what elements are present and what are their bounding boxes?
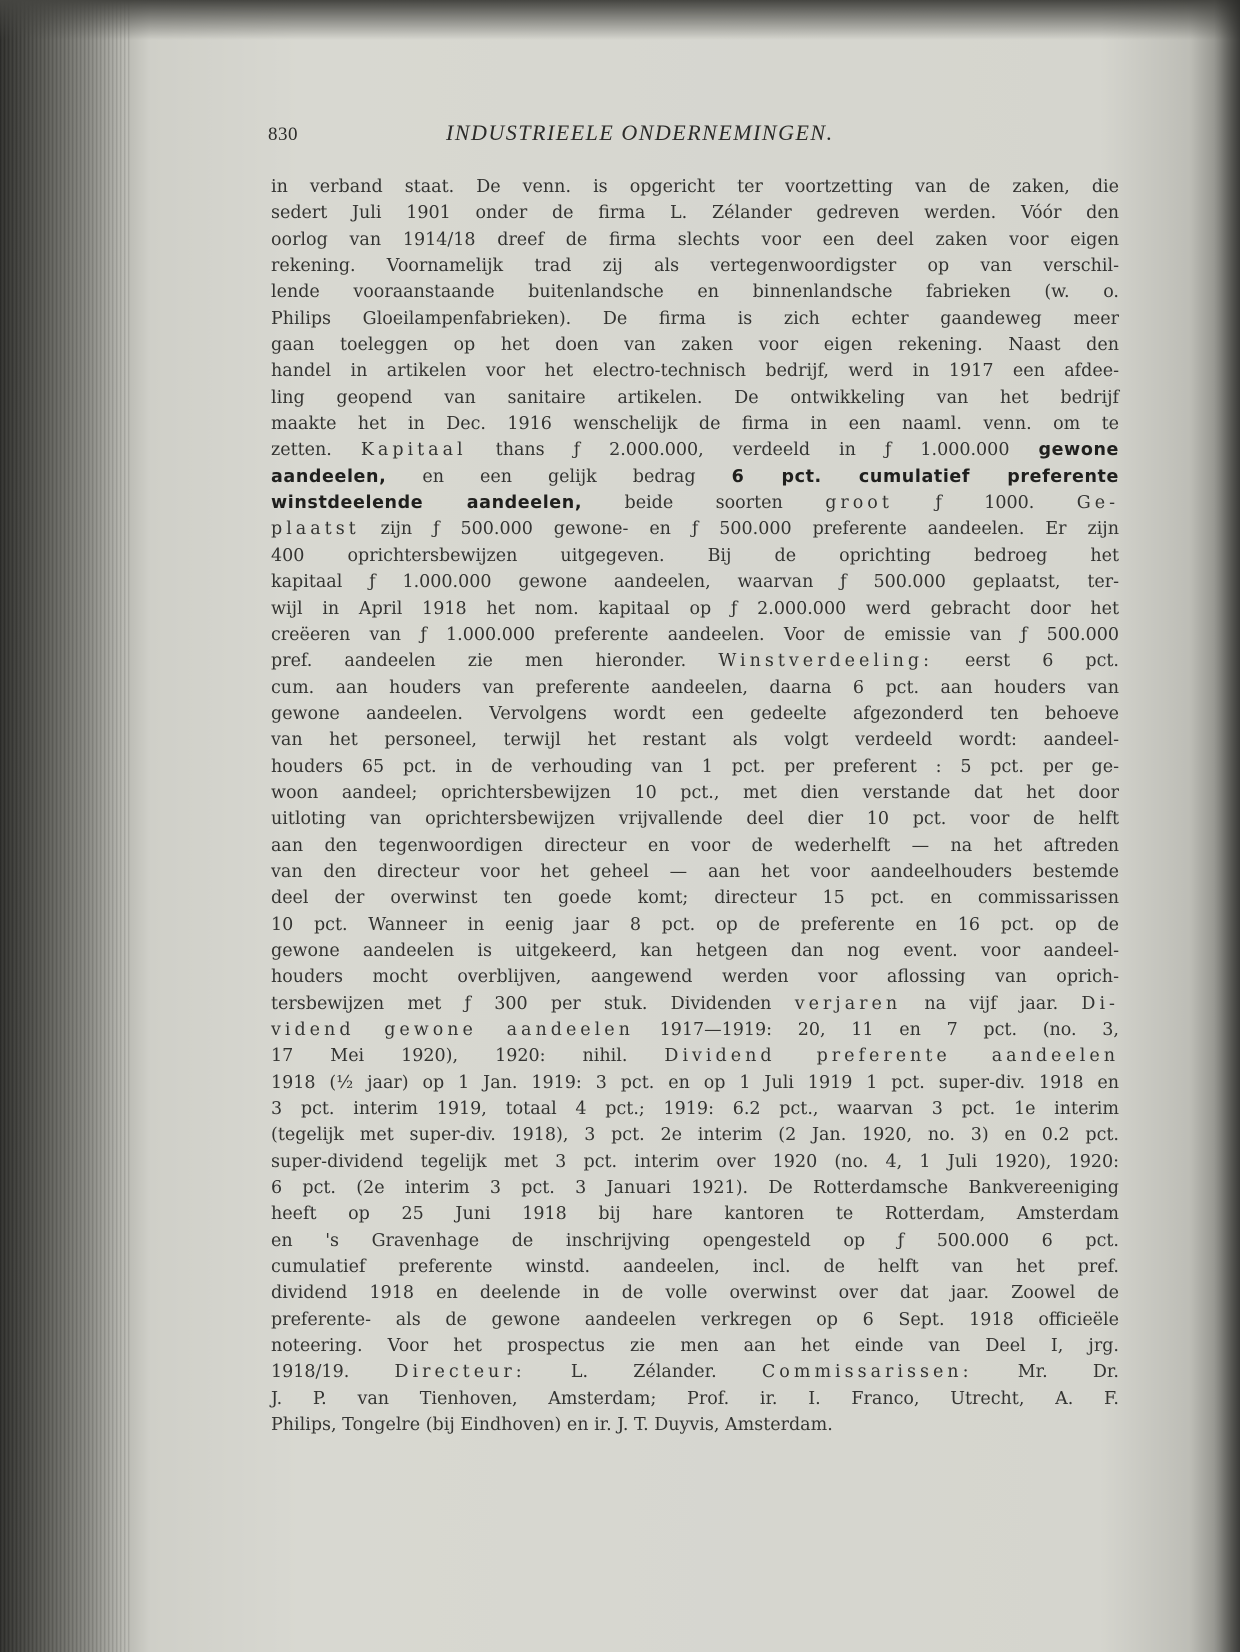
text-line: cum. aan houders van preferente aandeelen, daarna 6 pct. aan houders van [271, 677, 1119, 698]
text-line: super-dividend tegelijk met 3 pct. interim over 1920 (no. 4, 1 Juli 1920), 1920: [271, 1151, 1119, 1172]
text-line: gaan toeleggen op het doen van zaken voor eigen rekening. Naast den [271, 335, 1119, 356]
text-line-last: Philips, Tongelre (bij Eindhoven) en ir. J. T. Duyvis, Amsterdam. [271, 1415, 833, 1436]
text-line: creëeren van ƒ 1.000.000 preferente aandeelen. Voor de emissie van ƒ 500.000 [271, 624, 1119, 645]
spaced-heading-dividend-preferente: Dividend preferente aandeelen [664, 1046, 1119, 1067]
spaced-heading-commissarissen: Commissarissen: [761, 1362, 973, 1383]
text-line [271, 1359, 1119, 1385]
spaced-word-di: Di- [1081, 993, 1119, 1014]
text-line: handel in artikelen voor het electro-technisch bedrijf, werd in 1917 een afdee- [271, 361, 1119, 382]
text-segment: thans ƒ 2.000.000, verdeeld in ƒ 1.000.000 [495, 440, 1010, 461]
text-line: houders 65 pct. in de verhouding van 1 pct. per preferent : 5 pct. per ge- [271, 756, 1119, 777]
text-line: maakte het in Dec. 1916 wenschelijk de firma in een naaml. venn. om te [271, 414, 1119, 435]
bold-term-winstdeelende: winstdeelende aandeelen, [271, 493, 583, 514]
text-segment: en een gelijk bedrag [422, 466, 696, 487]
text-line [271, 1043, 1119, 1069]
spaced-word-verjaren: verjaren [794, 993, 902, 1014]
bold-term-aandeelen: aandeelen, [271, 466, 387, 487]
book-page-edges [0, 0, 130, 1652]
bold-term-gewone: gewone [1038, 440, 1119, 461]
page-header [268, 120, 1128, 150]
text-segment: pref. aandeelen zie men hieronder. [271, 651, 687, 672]
right-page-edge [1214, 0, 1240, 1652]
text-segment: eerst 6 pct. [965, 651, 1119, 672]
top-shadow [0, 0, 1240, 40]
text-line [271, 516, 1119, 542]
text-line: heeft op 25 Juni 1918 bij hare kantoren te Rotterdam, Amsterdam [271, 1204, 1119, 1225]
text-line [271, 648, 1119, 674]
text-line: lende vooraanstaande buitenlandsche en binnenlandsche fabrieken (w. o. [271, 282, 1119, 303]
text-line: cumulatief preferente winstd. aandeelen, incl. de helft van het pref. [271, 1257, 1119, 1278]
text-line: dividend 1918 en deelende in de volle overwinst over dat jaar. Zoowel de [271, 1283, 1119, 1304]
text-line [271, 1017, 1119, 1043]
spaced-heading-winstverdeeling: Winstverdeeling: [718, 651, 933, 672]
spaced-heading-geplaatst: plaatst [271, 519, 360, 540]
text-line: 6 pct. (2e interim 3 pct. 3 Januari 1921). De Rotterdamsche Bankvereeniging [271, 1178, 1119, 1199]
text-line: J. P. van Tienhoven, Amsterdam; Prof. ir. I. Franco, Utrecht, A. F. [271, 1388, 1119, 1409]
text-segment: zetten. [271, 440, 332, 461]
text-segment: 17 Mei 1920), 1920: nihil. [271, 1046, 628, 1067]
text-line [271, 490, 1119, 516]
text-line: (tegelijk met super-div. 1918), 3 pct. 2e interim (2 Jan. 1920, no. 3) en 0.2 pct. [271, 1125, 1119, 1146]
text-line: kapitaal ƒ 1.000.000 gewone aandeelen, waarvan ƒ 500.000 geplaatst, ter- [271, 572, 1119, 593]
text-segment: 1918/19. [271, 1362, 350, 1383]
spaced-heading-kapitaal: Kapitaal [360, 440, 467, 461]
spaced-word-ge: Ge- [1076, 493, 1120, 514]
text-segment: Mr. Dr. [1017, 1362, 1119, 1383]
text-line [271, 991, 1119, 1017]
text-line [271, 464, 1119, 490]
text-line: rekening. Voornamelijk trad zij als vertegenwoordigster op van verschil- [271, 256, 1119, 277]
text-line: gewone aandeelen is uitgekeerd, kan hetgeen dan nog event. voor aandeel- [271, 940, 1119, 961]
text-line: van den directeur voor het geheel — aan het voor aandeelhouders bestemde [271, 861, 1119, 882]
text-segment: beide soorten [624, 493, 783, 514]
spaced-word-groot: groot [825, 493, 893, 514]
text-line: sedert Juli 1901 onder de firma L. Zélander gedreven werden. Vóór den [271, 203, 1119, 224]
text-line: 1918 (½ jaar) op 1 Jan. 1919: 3 pct. en op 1 Juli 1919 1 pct. super-div. 1918 en [271, 1072, 1119, 1093]
text-segment: ƒ 1000. [935, 493, 1035, 514]
text-line: in verband staat. De venn. is opgericht ter voortzetting van de zaken, die [271, 177, 1119, 197]
text-line: woon aandeel; oprichtersbewijzen 10 pct., met dien verstande dat het door [271, 782, 1119, 803]
text-line: houders mocht overblijven, aangewend werden voor aflossing van oprich- [271, 967, 1119, 988]
running-title: INDUSTRIEELE ONDERNEMINGEN. [446, 120, 834, 145]
page-number: 830 [268, 124, 298, 145]
text-line: van het personeel, terwijl het restant als volgt verdeeld wordt: aandeel- [271, 730, 1119, 751]
text-line: Philips Gloeilampenfabrieken). De firma is zich echter gaandeweg meer [271, 308, 1119, 329]
article-body [271, 174, 1119, 1439]
text-segment: zijn ƒ 500.000 gewone- en ƒ 500.000 preferente aandeelen. Er zijn [380, 519, 1119, 540]
text-line-kapitaal [271, 437, 1119, 463]
text-segment: L. Zélander. [570, 1362, 717, 1383]
text-segment: na vijf jaar. [924, 993, 1059, 1014]
text-line: 400 oprichtersbewijzen uitgegeven. Bij de oprichting bedroeg het [271, 545, 1119, 566]
spaced-heading-dividend-gewone: vidend gewone aandeelen [271, 1020, 634, 1040]
text-segment: tersbewijzen met ƒ 300 per stuk. Dividenden [271, 993, 772, 1014]
spaced-heading-directeur: Directeur: [394, 1362, 526, 1383]
text-line: gewone aandeelen. Vervolgens wordt een gedeelte afgezonderd ten behoeve [271, 703, 1119, 724]
text-line: en 's Gravenhage de inschrijving opengesteld op ƒ 500.000 6 pct. [271, 1230, 1119, 1251]
text-line: wijl in April 1918 het nom. kapitaal op ƒ 2.000.000 werd gebracht door het [271, 598, 1119, 619]
text-line: oorlog van 1914/18 dreef de firma slechts voor een deel zaken voor eigen [271, 229, 1119, 250]
text-line: aan den tegenwoordigen directeur en voor de wederhelft — na het aftreden [271, 835, 1119, 856]
bold-term-preferente: 6 pct. cumulatief preferente [731, 466, 1119, 487]
text-line: ling geopend van sanitaire artikelen. De ontwikkeling van het bedrijf [271, 387, 1119, 408]
text-line: 3 pct. interim 1919, totaal 4 pct.; 1919: 6.2 pct., waarvan 3 pct. 1e interim [271, 1099, 1119, 1120]
text-line: noteering. Voor het prospectus zie men aan het einde van Deel I, jrg. [271, 1336, 1119, 1357]
text-line: 10 pct. Wanneer in eenig jaar 8 pct. op de preferente en 16 pct. op de [271, 914, 1119, 935]
text-segment: 1917—1919: 20, 11 en 7 pct. (no. 3, [659, 1020, 1119, 1040]
text-line: preferente- als de gewone aandeelen verkregen op 6 Sept. 1918 officieële [271, 1309, 1119, 1330]
text-line: uitloting van oprichtersbewijzen vrijvallende deel dier 10 pct. voor de helft [271, 809, 1119, 830]
text-line: deel der overwinst ten goede komt; directeur 15 pct. en commissarissen [271, 888, 1119, 909]
